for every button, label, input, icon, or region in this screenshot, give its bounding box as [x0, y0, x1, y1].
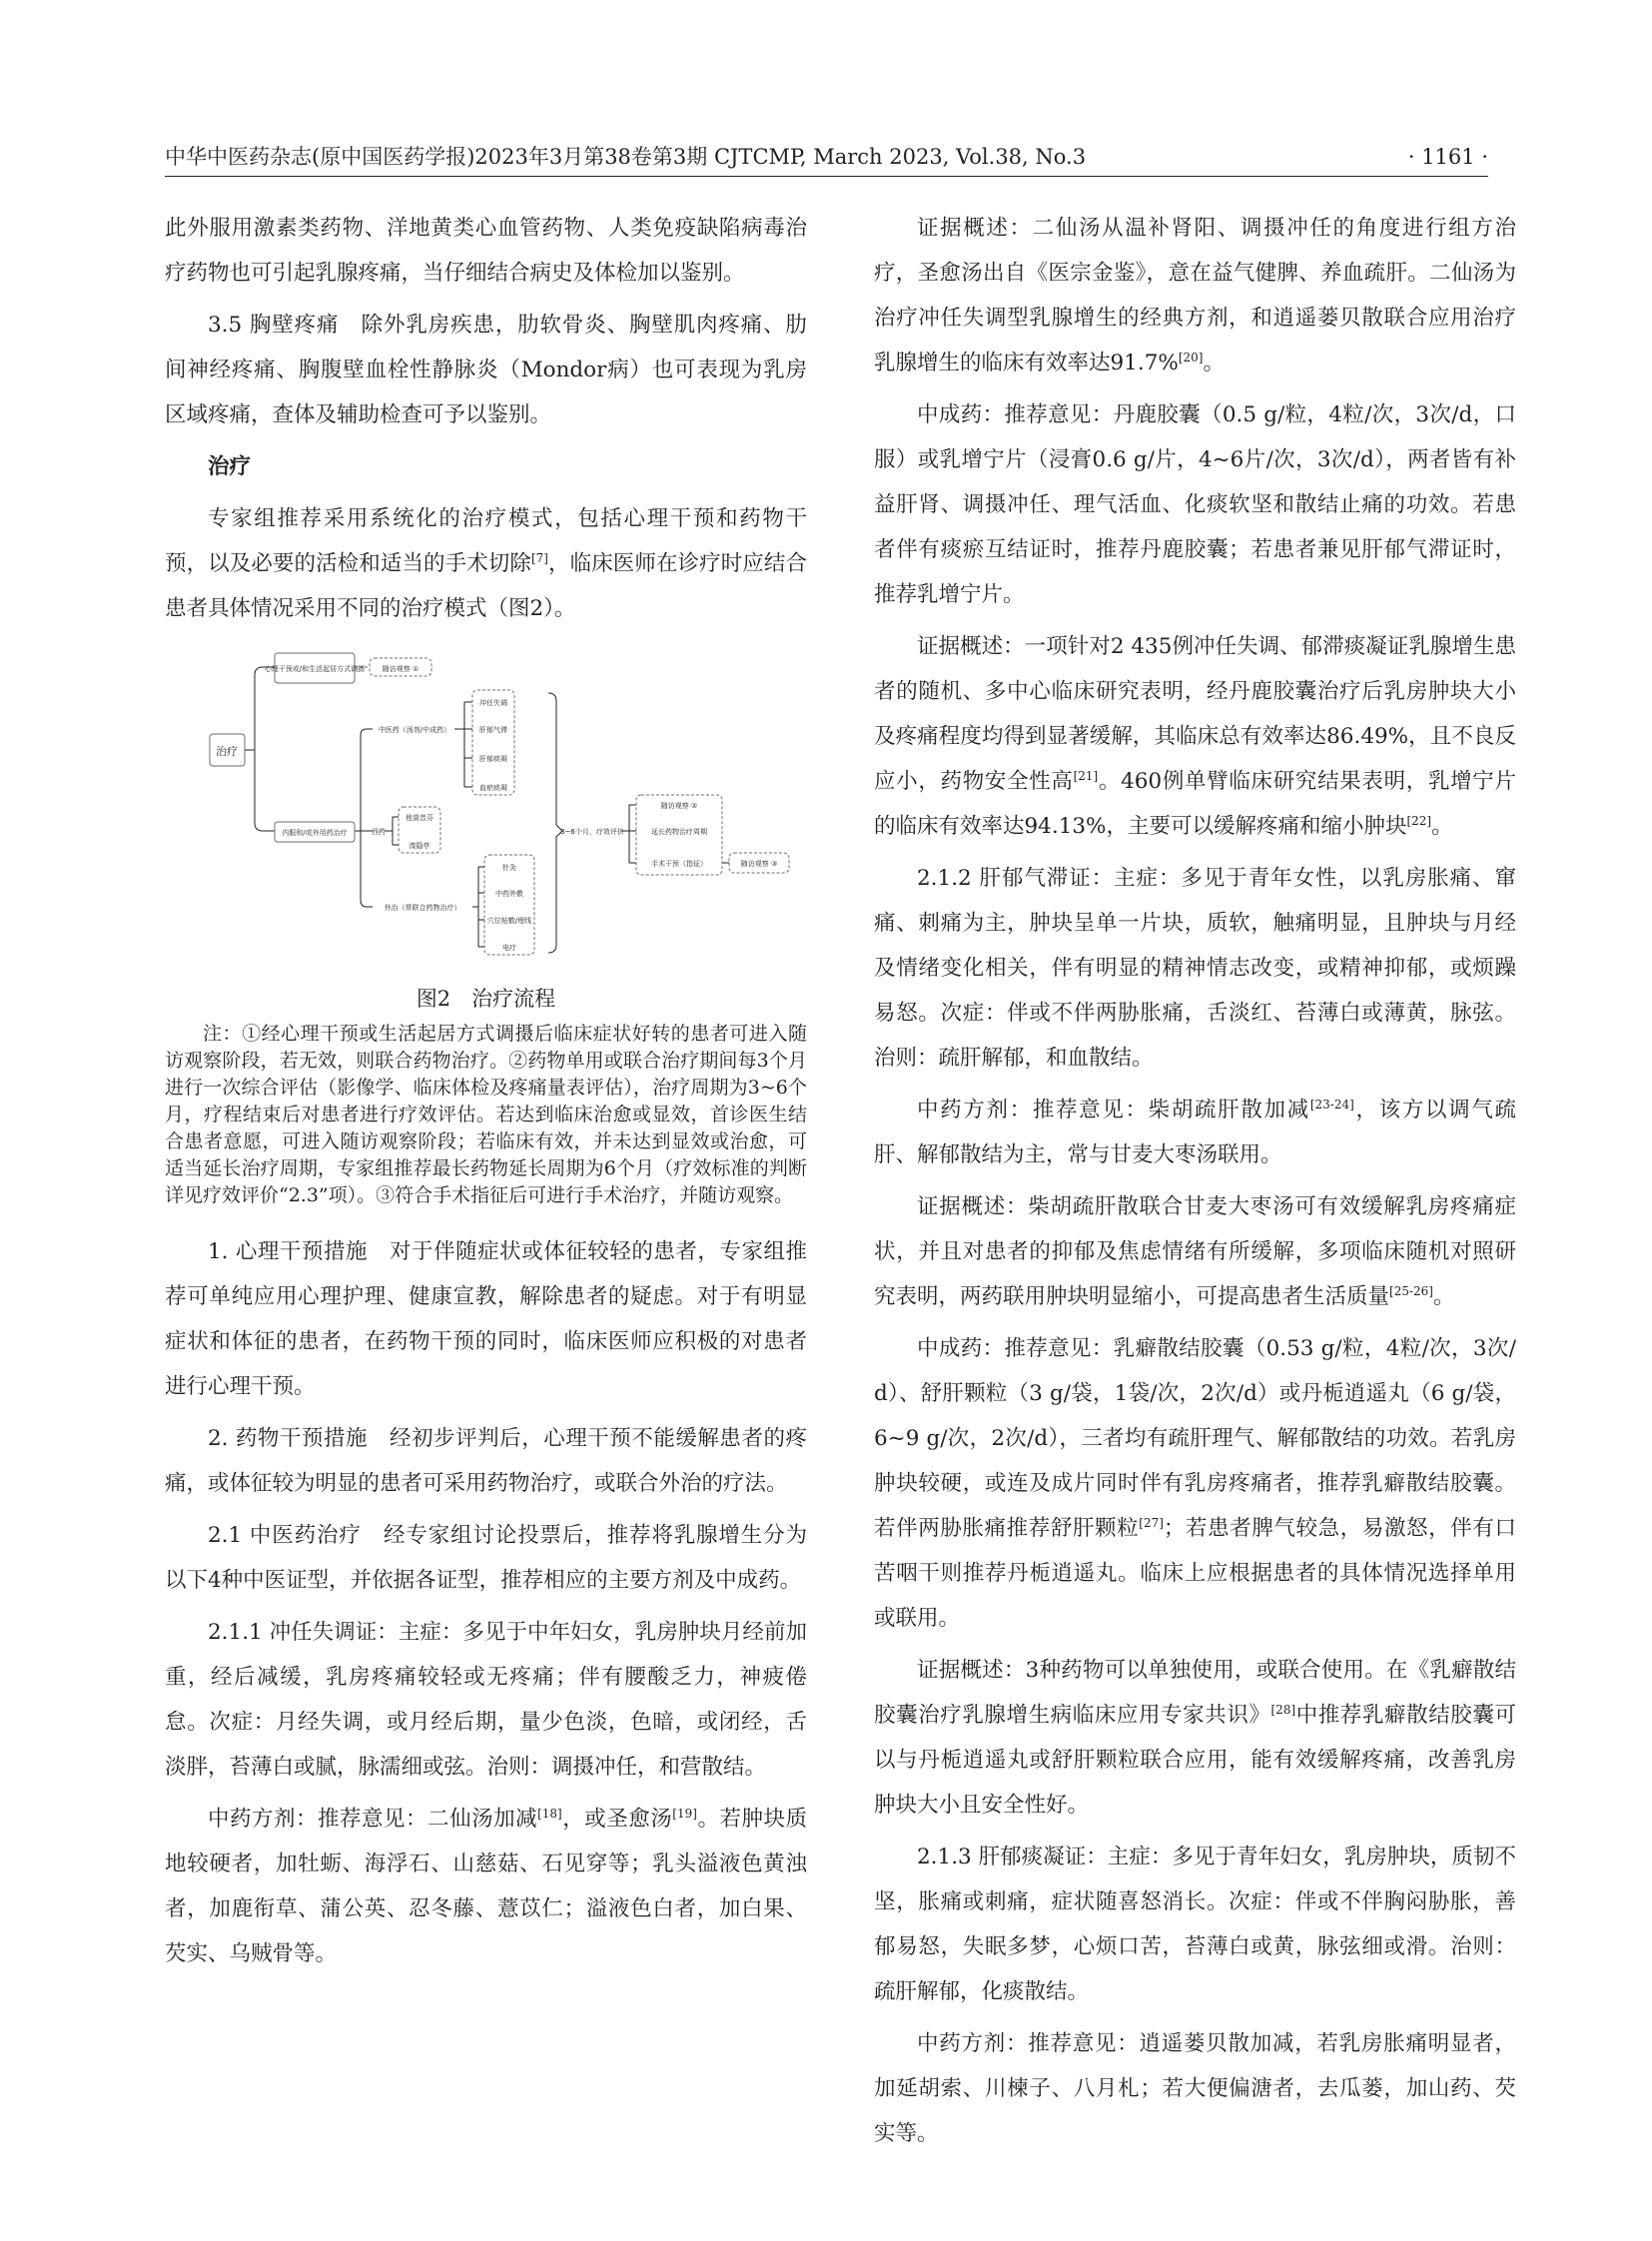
external-item: 电疗 — [502, 944, 516, 952]
left-column — [165, 206, 807, 1983]
external-item: 针灸 — [502, 864, 516, 872]
treatment-flowchart — [165, 645, 807, 979]
outcome-label: 手术干预（指征） — [651, 860, 707, 868]
citation: [22] — [1406, 813, 1432, 828]
eval-label: 3~6个月，疗效评价 — [560, 828, 624, 836]
psych-label: 心理干预或/和生活起居方式调摄 — [264, 665, 366, 673]
root-label: 治疗 — [216, 745, 238, 758]
paragraph: 2.1.1 冲任失调证：主症：多见于中年妇女，乳房肿块月经前加重，经后减缓，乳房疼痛较轻或无疼痛；伴有腰酸乏力，神疲倦怠。次症：月经失调，或月经后期，量少色淡，色暗，或闭经，舌淡胖，苔薄白或腻，脉濡细或弦。治则：调摄冲任，和营散结。 — [165, 1620, 807, 1780]
figure-note: 注：①经心理干预或生活起居方式调摄后临床症状好转的患者可进入随访观察阶段，若无效，则联合药物治疗。②药物单用或联合治疗期间每3个月进行一次综合评估（影像学、临床体检及疼痛量表评估），治疗周期为3~6个月，疗程结束后对患者进行疗效评估。若达到临床治愈或显效，首诊医生结合患者意愿，可进入随访观察阶段；若临床有效，并未达到显效或治愈，可适当延长治疗周期，专家组推荐最长药物延长周期为6个月（疗效标准的判断详见疗效评价“2.3”项）。③符合手术指征后可进行手术治疗，并随访观察。 — [165, 1023, 807, 1206]
citation: [21] — [1073, 768, 1099, 783]
western-item: 溴隐亭 — [409, 842, 430, 850]
figure-caption: 图2 治疗流程 — [415, 987, 556, 1011]
citation: [25-26] — [1389, 1283, 1433, 1298]
citation: [28] — [1270, 1702, 1296, 1717]
paragraph: 专家组推荐采用系统化的治疗模式，包括心理干预和药物干预，以及必要的活检和适当的手术切除[7]，临床医师在诊疗时应结合患者具体情况采用不同的治疗模式（图2）。 — [165, 506, 807, 621]
external-item: 穴位贴敷/埋线 — [486, 917, 532, 925]
citation: [19] — [672, 1806, 697, 1821]
tcm-label: 中医药（汤剂/中成药） — [378, 726, 451, 734]
paragraph: 2. 药物干预措施 经初步评判后，心理干预不能缓解患者的疼痛，或体征较为明显的患者可采用药物治疗，或联合外治的疗法。 — [165, 1426, 807, 1496]
paragraph: 证据概述：3种药物可以单独使用，或联合使用。在《乳癖散结胶囊治疗乳腺增生病临床应用专家共识》[28]中推荐乳癖散结胶囊可以与丹栀逍遥丸或舒肝颗粒联合应用，能有效缓解疼痛，改善乳房肿块大小且安全性好。 — [874, 1658, 1516, 1818]
section-title: 治疗 — [208, 454, 252, 479]
western-label: 西药 — [372, 828, 386, 836]
citation: [27] — [1139, 1515, 1164, 1530]
paragraph: 2.1.3 肝郁痰凝证：主症：多见于青年妇女，乳房肿块，质韧不坚，胀痛或刺痛，症状随喜怒消长。次症：伴或不伴胸闷胁胀，善郁易怒，失眠多梦，心烦口苦，苔薄白或黄，脉弦细或滑。治则：疏肝解郁，化痰散结。 — [874, 1845, 1516, 2004]
external-label: 外治（常联合药物治疗） — [384, 904, 461, 912]
paragraph: 此外服用激素类药物、洋地黄类心血管药物、人类免疫缺陷病毒治疗药物也可引起乳腺疼痛，当仔细结合病史及体检加以鉴别。 — [165, 216, 807, 286]
outcome-label: 随访观察 ② — [660, 802, 698, 810]
outcome-label: 延长药物治疗周期 — [651, 828, 707, 836]
tcm-item: 肝郁气滞 — [479, 726, 507, 734]
paragraph: 中药方剂：推荐意见：柴胡疏肝散加减[23-24]，该方以调气疏肝、解郁散结为主，常与甘麦大枣汤联用。 — [874, 1097, 1516, 1167]
right-column — [874, 206, 1516, 2163]
flowchart-svg — [175, 645, 797, 979]
citation: [18] — [537, 1806, 562, 1821]
paragraph: 证据概述：柴胡疏肝散联合甘麦大枣汤可有效缓解乳房疼痛症状，并且对患者的抑郁及焦虑情绪有所缓解，多项临床随机对照研究表明，两药联用肿块明显缩小，可提高患者生活质量[25-26]。 — [874, 1194, 1516, 1309]
drug-label: 内服和/或外用药治疗 — [282, 829, 348, 837]
citation: [23-24] — [1309, 1097, 1354, 1112]
paragraph: 3.5 胸壁疼痛 除外乳房疾患，肋软骨炎、胸壁肌肉疼痛、肋间神经疼痛、胸腹壁血栓性静脉炎（Mondor病）也可表现为乳房区域疼痛，查体及辅助检查可予以鉴别。 — [165, 313, 807, 427]
paragraph: 中成药：推荐意见：乳癖散结胶囊（0.53 g/粒，4粒/次，3次/d）、舒肝颗粒（3 g/袋，1袋/次，2次/d）或丹栀逍遥丸（6 g/袋，6~9 g/次，2次/d），三者均有疏肝理气、解郁散结的功效。若乳房肿块较硬，或连及成片同时伴有乳房疼痛者，推荐乳癖散结胶囊。若伴两胁胀痛推荐舒肝颗粒[27]；若患者脾气较急，易激怒，伴有口苦咽干则推荐丹栀逍遥丸。临床上应根据患者的具体情况选择单用或联用。 — [874, 1336, 1516, 1631]
paragraph: 2.1 中医药治疗 经专家组讨论投票后，推荐将乳腺增生分为以下4种中医证型，并依据各证型，推荐相应的主要方剂及中成药。 — [165, 1523, 807, 1593]
paragraph: 2.1.2 肝郁气滞证：主症：多见于青年女性，以乳房胀痛、窜痛、刺痛为主，肿块呈单一片块，质软，触痛明显，且肿块与月经及情绪变化相关，伴有明显的精神情志改变，或精神抑郁，或烦躁易怒。次症：伴或不伴两胁胀痛，舌淡红、苔薄白或薄黄，脉弦。治则：疏肝解郁，和血散结。 — [874, 866, 1516, 1071]
observe1-label: 随访观察 ① — [382, 665, 419, 673]
paragraph: 证据概述：一项针对2 435例冲任失调、郁滞痰凝证乳腺增生患者的随机、多中心临床研究表明，经丹鹿胶囊治疗后乳房肿块大小及疼痛程度均得到显著缓解，其临床总有效率达86.49%，且不良反应小，药物安全性高[21]。460例单臂临床研究结果表明，乳增宁片的临床有效率达94.13%，主要可以缓解疼痛和缩小肿块[22]。 — [874, 634, 1516, 839]
tcm-item: 血瘀痰凝 — [479, 784, 507, 792]
citation: [7] — [530, 550, 548, 565]
citation: [20] — [1178, 350, 1204, 365]
paragraph: 中成药：推荐意见：丹鹿胶囊（0.5 g/粒，4粒/次，3次/d，口服）或乳增宁片（浸膏0.6 g/片，4~6片/次，3次/d），两者皆有补益肝肾、调摄冲任、理气活血、化痰软坚和散结止痛的功效。若患者伴有痰瘀互结证时，推荐丹鹿胶囊；若患者兼见肝郁气滞证时，推荐乳增宁片。 — [874, 402, 1516, 607]
western-item: 他莫昔芬 — [406, 814, 433, 822]
tcm-item: 冲任失调 — [479, 699, 507, 707]
paragraph: 中药方剂：推荐意见：二仙汤加减[18]，或圣愈汤[19]。若肿块质地较硬者，加牡蛎、海浮石、山慈菇、石见穿等；乳头溢液色黄浊者，加鹿衔草、蒲公英、忍冬藤、薏苡仁；溢液色白者，加白果、芡实、乌贼骨等。 — [165, 1806, 807, 1966]
paragraph: 1. 心理干预措施 对于伴随症状或体征较轻的患者，专家组推荐可单纯应用心理护理、健康宣教，解除患者的疑虑。对于有明显症状和体征的患者，在药物干预的同时，临床医师应积极的对患者进行心理干预。 — [165, 1239, 807, 1399]
paragraph: 证据概述：二仙汤从温补肾阳、调摄冲任的角度进行组方治疗，圣愈汤出自《医宗金鉴》，意在益气健脾、养血疏肝。二仙汤为治疗冲任失调型乳腺增生的经典方剂，和逍遥蒌贝散联合应用治疗乳腺增生的临床有效率达91.7%[20]。 — [874, 216, 1516, 375]
observe3-label: 随访观察 ③ — [740, 860, 778, 868]
tcm-item: 肝郁痰凝 — [479, 755, 507, 763]
paragraph: 中药方剂：推荐意见：逍遥蒌贝散加减，若乳房胀痛明显者，加延胡索、川楝子、八月札；若大便偏溏者，去瓜蒌，加山药、芡实等。 — [874, 2031, 1516, 2146]
external-item: 中药外敷 — [495, 890, 523, 898]
page-number: · 1161 · — [1407, 145, 1488, 169]
running-header — [165, 138, 1488, 177]
journal-title: 中华中医药杂志(原中国医药学报)2023年3月第38卷第3期 CJTCMP, March 2023, Vol.38, No.3 — [165, 145, 1087, 169]
